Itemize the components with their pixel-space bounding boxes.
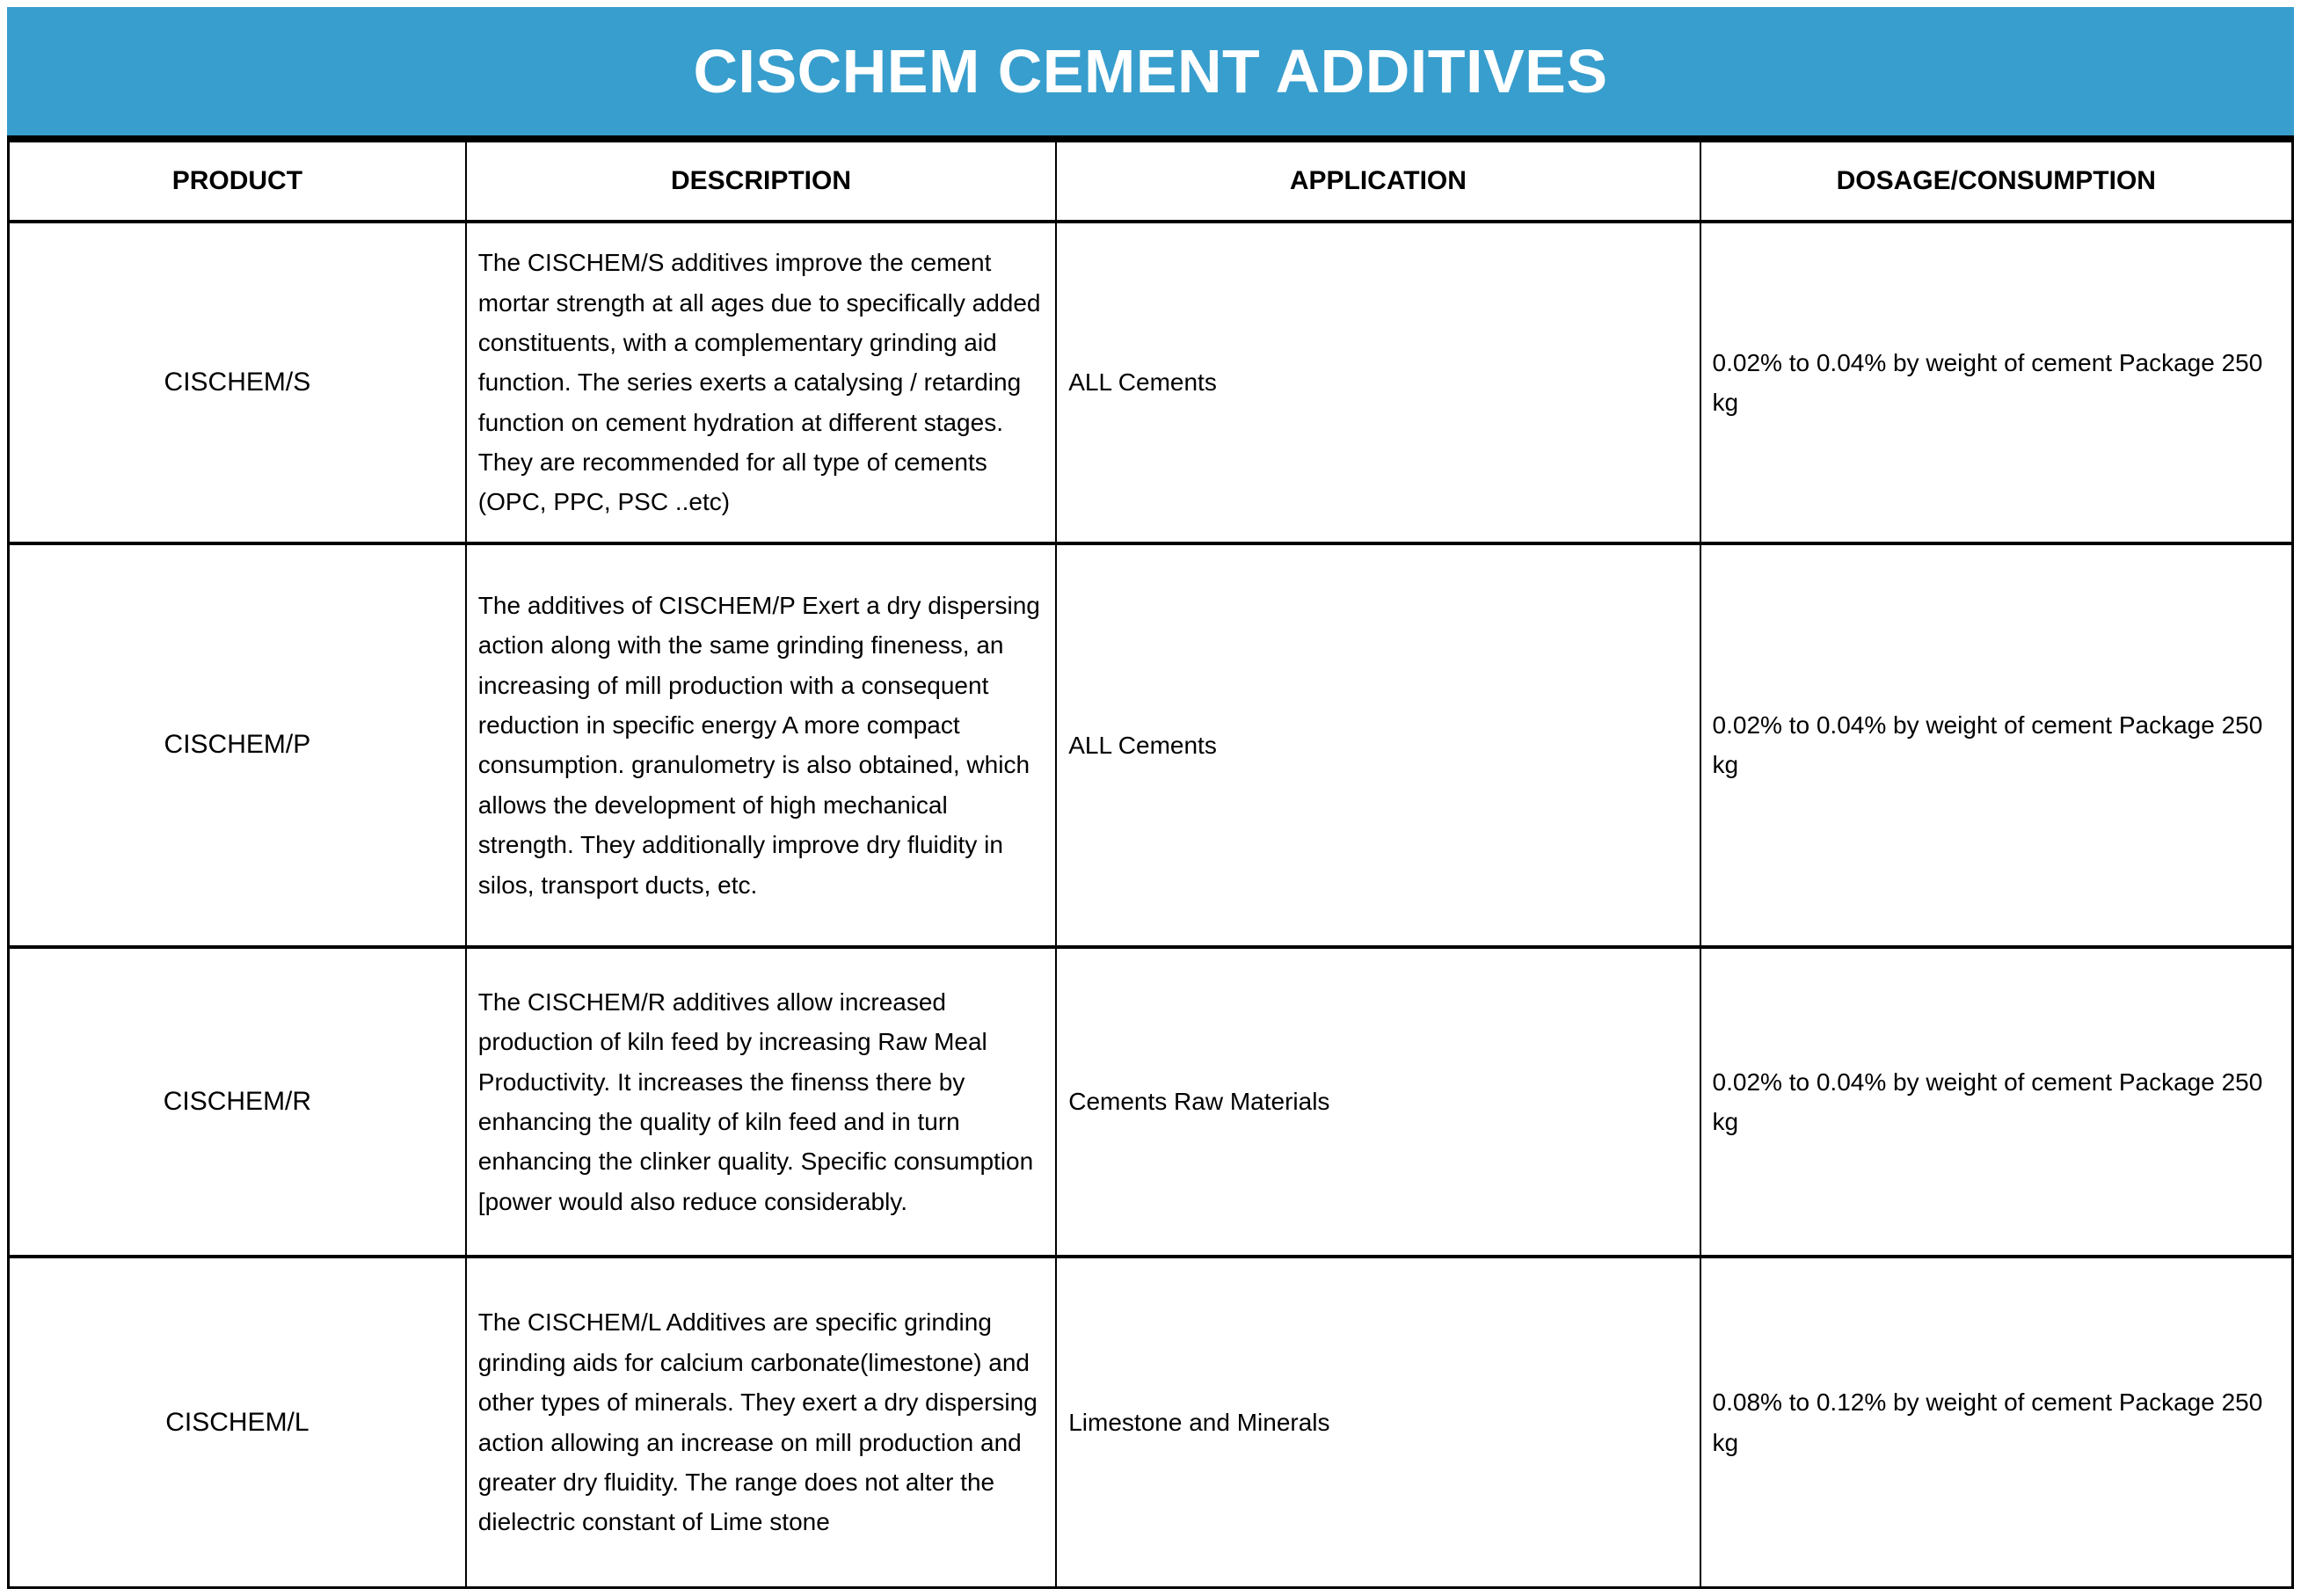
description-cell: The CISCHEM/L Additives are specific grinding grinding aids for calcium carbonate(limestone) and other types of minerals. They exert a dry dispersing action allowing an increase on mill production and greater dry fluidity. The range does not alter the dielectric constant of Lime stone	[467, 1258, 1057, 1586]
datasheet	[7, 7, 2294, 1589]
dosage-cell: 0.02% to 0.04% by weight of cement Package 250 kg	[1701, 949, 2291, 1258]
product-cell: CISCHEM/P	[10, 545, 467, 949]
dosage-cell: 0.02% to 0.04% by weight of cement Package 250 kg	[1701, 545, 2291, 949]
title-banner	[7, 7, 2294, 140]
column-header-description: DESCRIPTION	[467, 142, 1057, 223]
dosage-cell: 0.08% to 0.12% by weight of cement Package 250 kg	[1701, 1258, 2291, 1586]
column-header-dosage: DOSAGE/CONSUMPTION	[1701, 142, 2291, 223]
product-table	[7, 140, 2294, 1589]
description-cell: The additives of CISCHEM/P Exert a dry dispersing action along with the same grinding fineness, an increasing of mill production with a consequent reduction in specific energy A more compact consumption. granulometry is also obtained, which allows the development of high mechanical strength. They additionally improve dry fluidity in silos, transport ducts, etc.	[467, 545, 1057, 949]
application-cell: ALL Cements	[1057, 223, 1700, 545]
product-cell: CISCHEM/L	[10, 1258, 467, 1586]
product-cell: CISCHEM/S	[10, 223, 467, 545]
dosage-cell: 0.02% to 0.04% by weight of cement Package 250 kg	[1701, 223, 2291, 545]
application-cell: ALL Cements	[1057, 545, 1700, 949]
product-cell: CISCHEM/R	[10, 949, 467, 1258]
description-cell: The CISCHEM/S additives improve the cement mortar strength at all ages due to specifically added constituents, with a complementary grinding aid function. The series exerts a catalysing / retarding function on cement hydration at different stages. They are recommended for all type of cements (OPC, PPC, PSC ..etc)	[467, 223, 1057, 545]
page-title: CISCHEM CEMENT ADDITIVES	[693, 37, 1608, 106]
column-header-application: APPLICATION	[1057, 142, 1700, 223]
application-cell: Cements Raw Materials	[1057, 949, 1700, 1258]
description-cell: The CISCHEM/R additives allow increased production of kiln feed by increasing Raw Meal Productivity. It increases the finenss there by enhancing the quality of kiln feed and in turn enhancing the clinker quality. Specific consumption [power would also reduce considerably.	[467, 949, 1057, 1258]
column-header-product: PRODUCT	[10, 142, 467, 223]
application-cell: Limestone and Minerals	[1057, 1258, 1700, 1586]
